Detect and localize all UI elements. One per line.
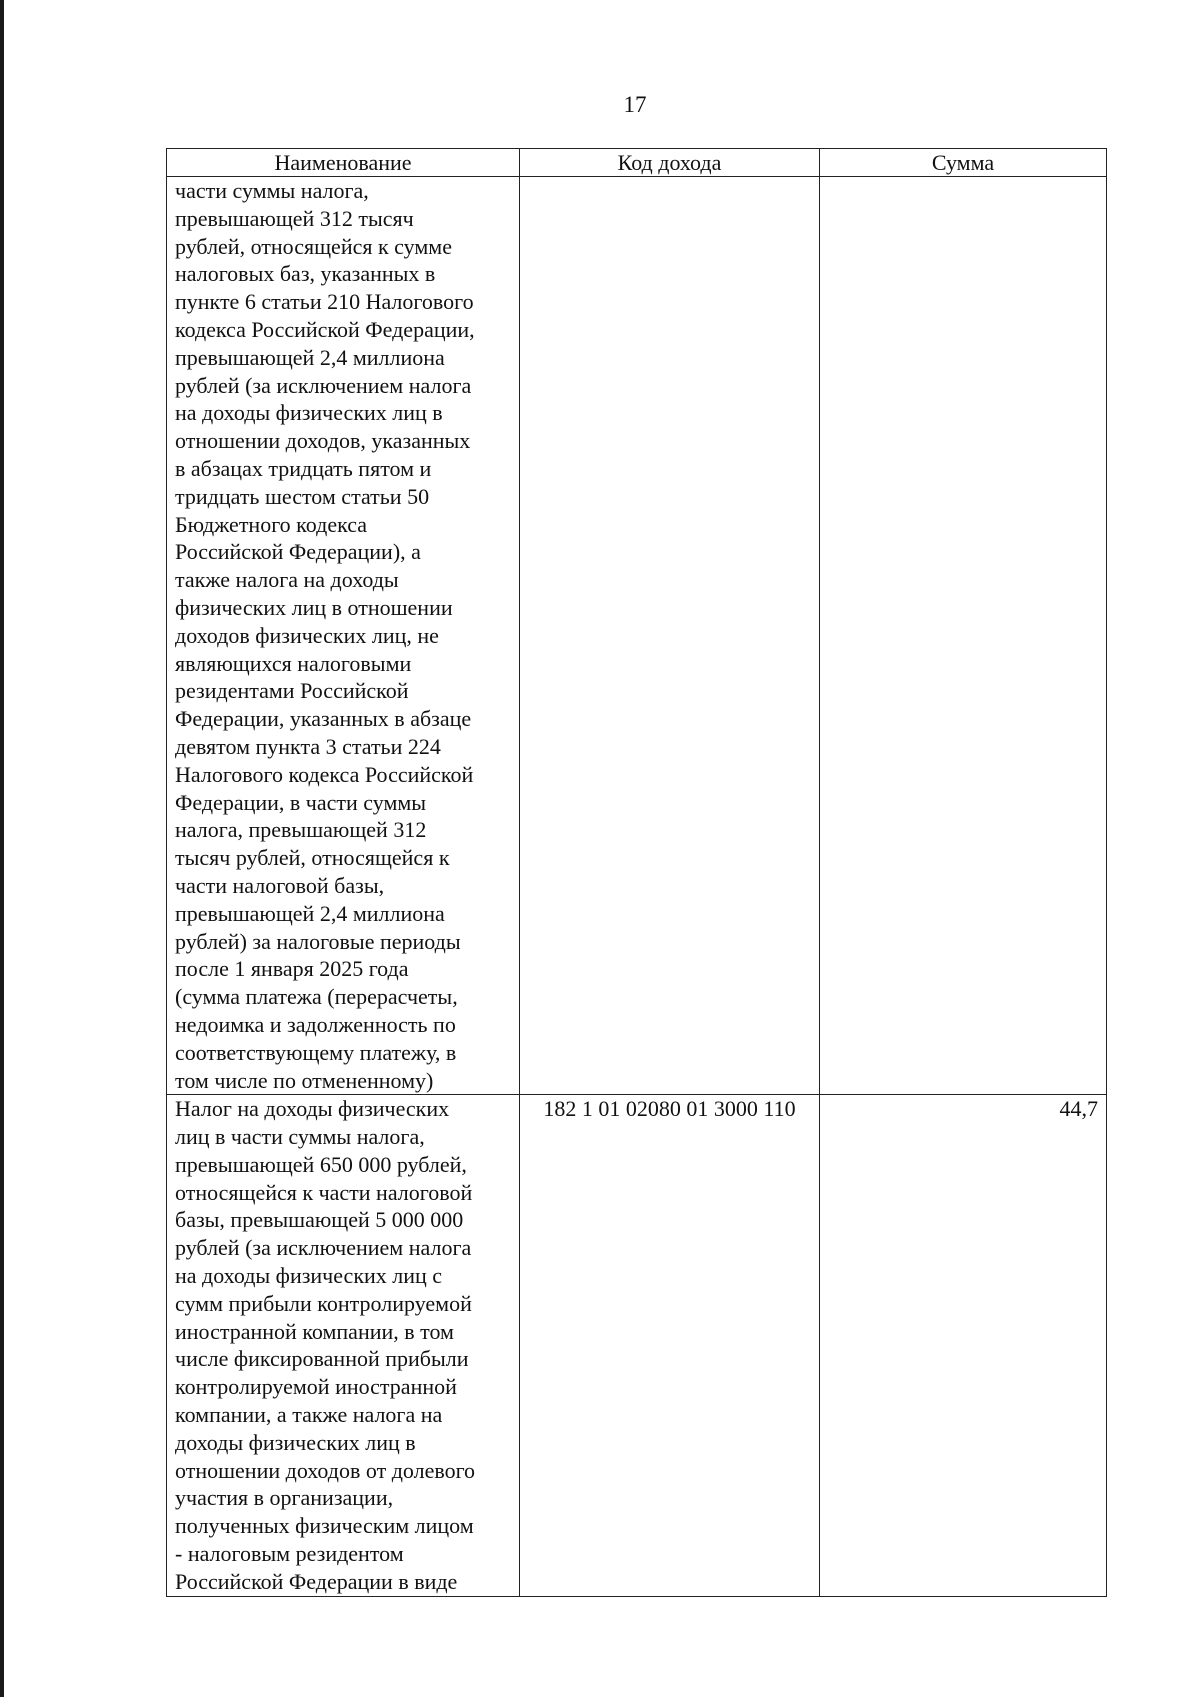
table-header-row	[167, 149, 1107, 177]
revenue-table	[166, 148, 1107, 1597]
header-sum: Сумма	[820, 149, 1107, 177]
scan-edge	[0, 0, 4, 1697]
table-row	[167, 177, 1107, 1095]
row-sum: 44,7	[820, 1095, 1107, 1596]
row-name: Налог на доходы физических лиц в части суммы налога, превышающей 650 000 рублей, относящейся к части налоговой базы, превышающей 5 000 000 рублей (за исключением налога на доходы физических лиц с сумм прибыли контролируемой иностранной компании, в том числе фиксированной прибыли контролируемой иностранной компании, а также налога на доходы физических лиц в отношении доходов от долевого участия в организации, полученных физическим лицом - налоговым резидентом Российской Федерации в виде	[167, 1095, 520, 1596]
page-number: 17	[623, 92, 647, 117]
header-name: Наименование	[167, 149, 520, 177]
row-sum	[820, 177, 1107, 1095]
table-row	[167, 1095, 1107, 1596]
header-code: Код дохода	[520, 149, 820, 177]
row-code	[520, 177, 820, 1095]
row-name: части суммы налога, превышающей 312 тысяч рублей, относящейся к сумме налоговых баз, указанных в пункте 6 статьи 210 Налогового кодекса Российской Федерации, превышающей 2,4 миллиона рублей (за исключением налога на доходы физических лиц в отношении доходов, указанных в абзацах тридцать пятом и тридцать шестом статьи 50 Бюджетного кодекса Российской Федерации), а также налога на доходы физических лиц в отношении доходов физических лиц, не являющихся налоговыми резидентами Российской Федерации, указанных в абзаце девятом пункта 3 статьи 224 Налогового кодекса Российской Федерации, в части суммы налога, превышающей 312 тысяч рублей, относящейся к части налоговой базы, превышающей 2,4 миллиона рублей) за налоговые периоды после 1 января 2025 года (сумма платежа (перерасчеты, недоимка и задолженность по соответствующему платежу, в том числе по отмененному)	[167, 177, 520, 1095]
row-code: 182 1 01 02080 01 3000 110	[520, 1095, 820, 1596]
